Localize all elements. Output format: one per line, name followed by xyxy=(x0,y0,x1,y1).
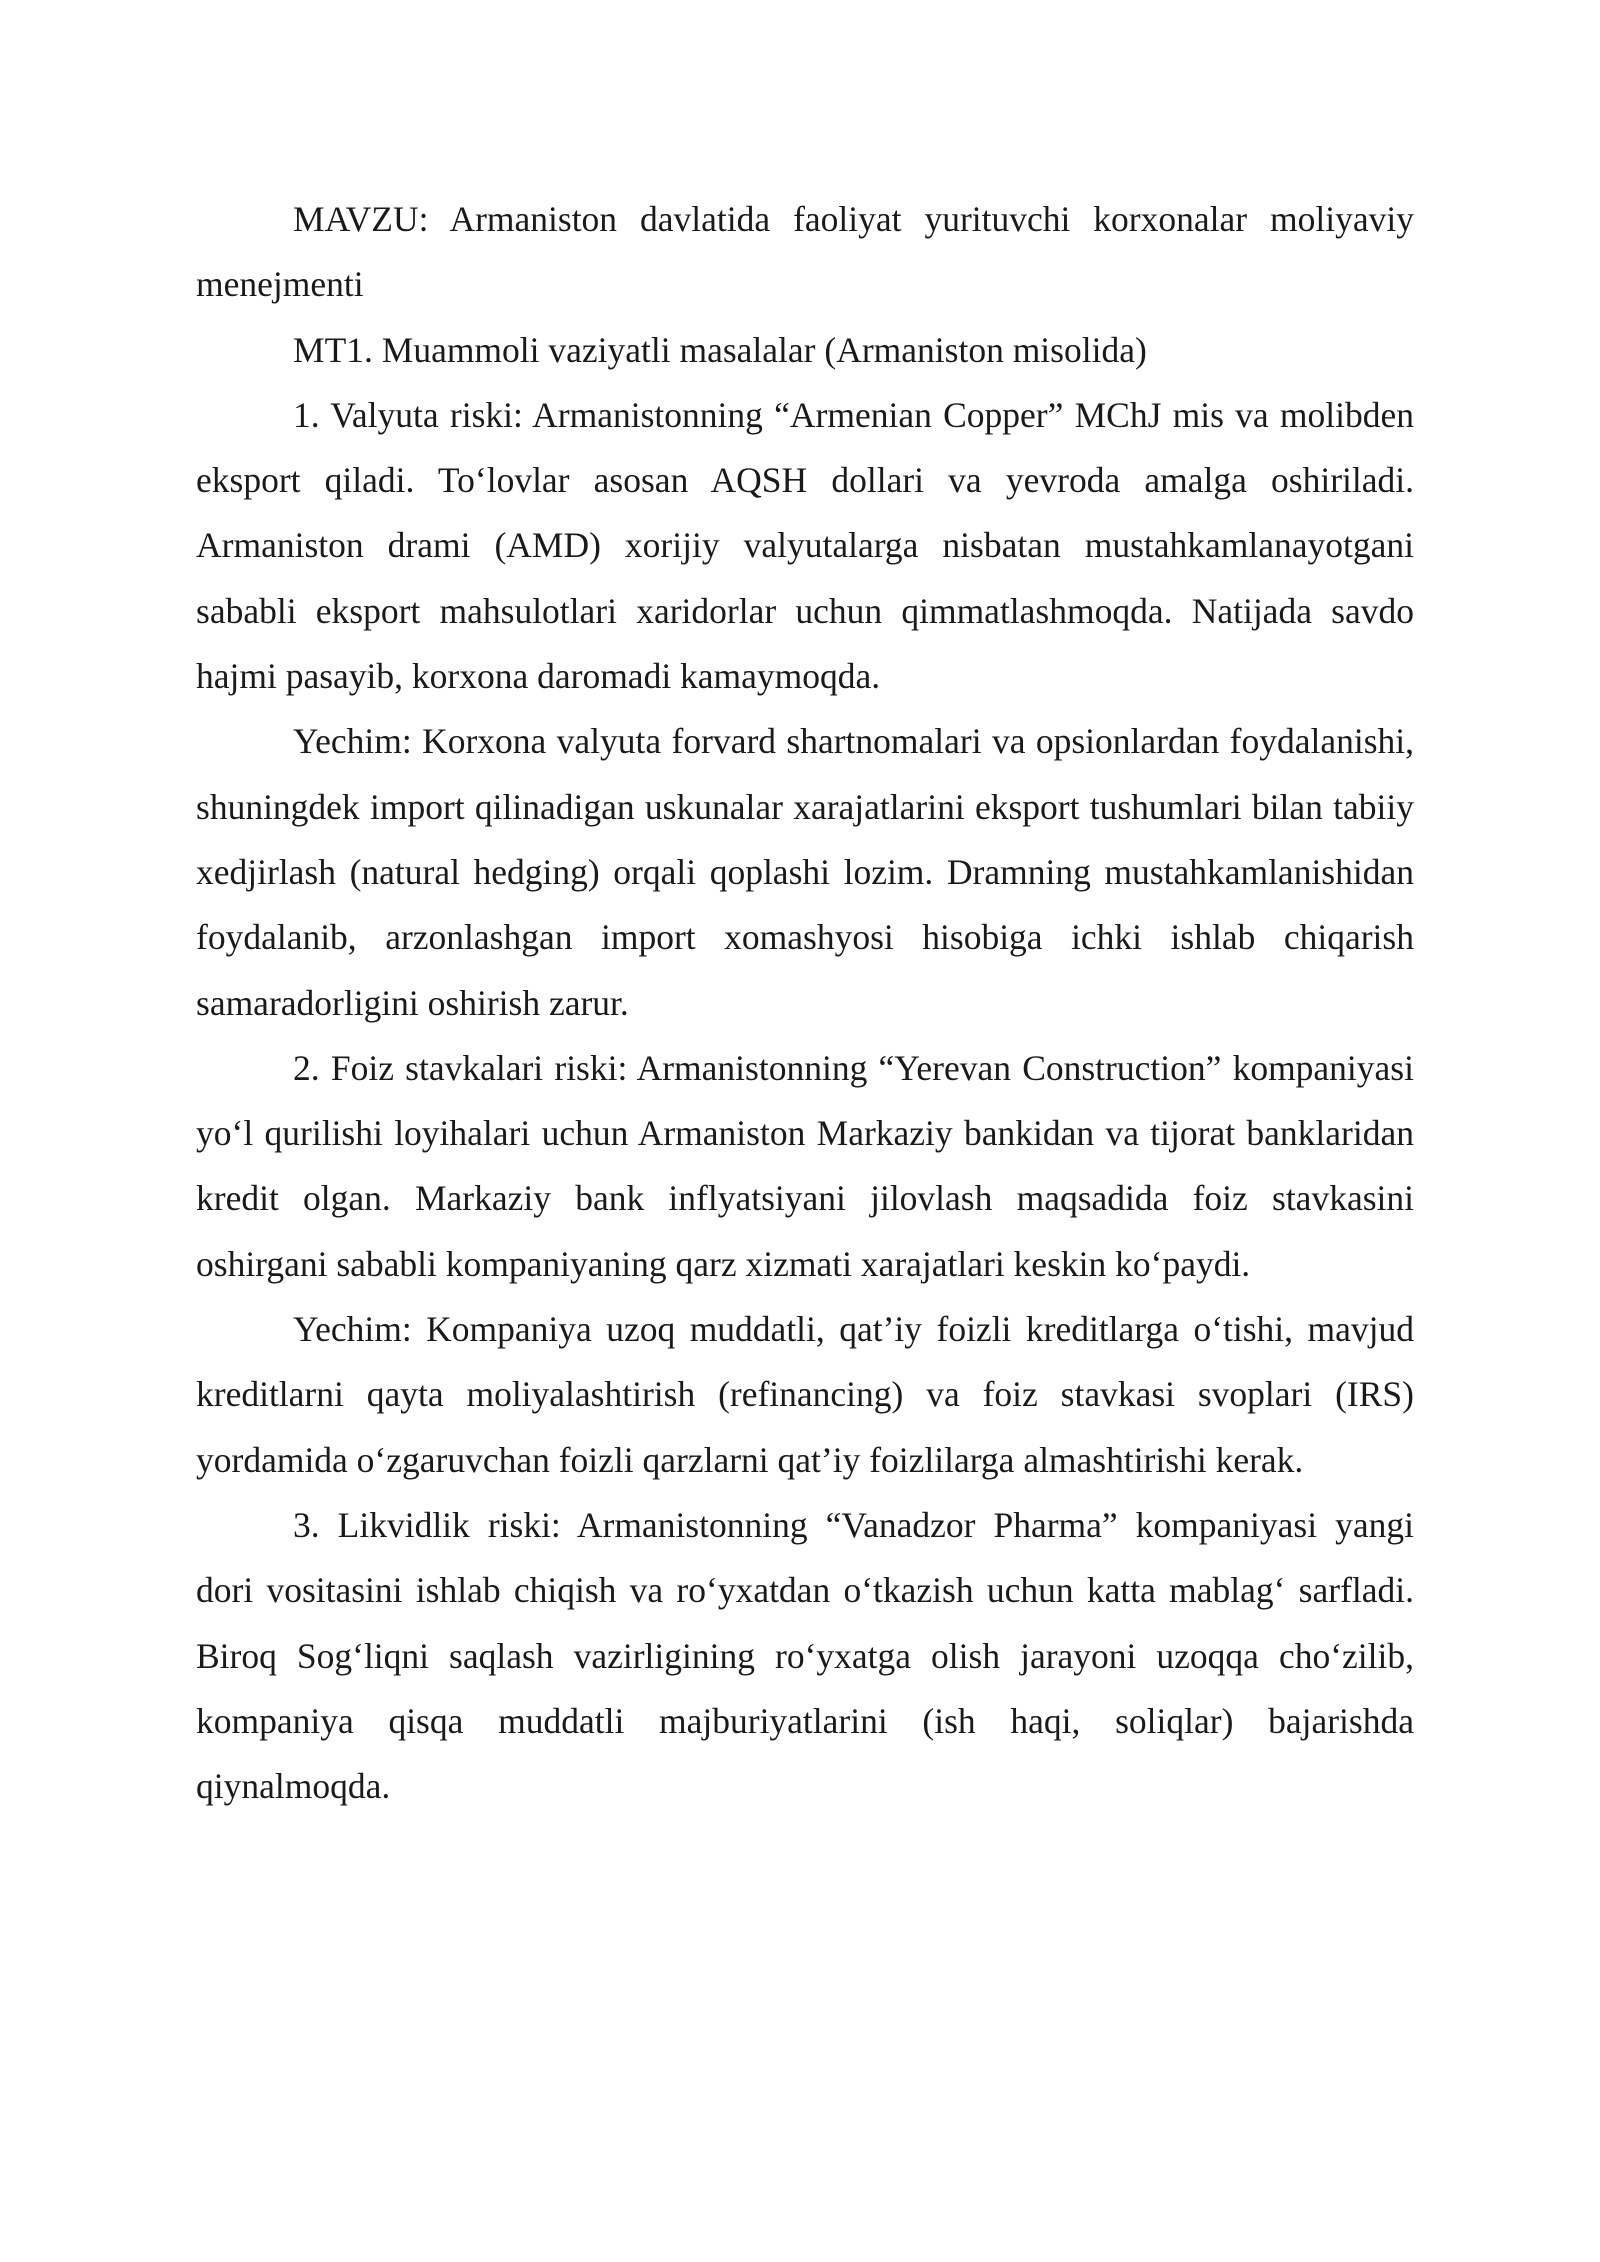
paragraph-currency-risk-solution: Yechim: Korxona valyuta forvard shartnomalari va opsionlardan foydalanishi, shuningdek import qilinadigan uskunalar xarajatlarini eksport tushumlari bilan tabiiy xedjirlash (natural hedging) orqali qoplashi lozim. Dramning mustahkamlanishidan foydalanib, arzonlashgan import xomashyosi hisobiga ichki ishlab chiqarish samaradorligini oshirish zarur. xyxy=(196,721,1414,1023)
paragraph-interest-rate-risk-solution: Yechim: Kompaniya uzoq muddatli, qat’iy foizli kreditlarga o‘tishi, mavjud kreditlarni qayta moliyalashtirish (refinancing) va foiz stavkasi svoplari (IRS) yordamida o‘zgaruvchan foizli qarzlarni qat’iy foizlilarga almashtirishi kerak. xyxy=(196,1309,1414,1480)
topic-title: MAVZU: Armaniston davlatida faoliyat yurituvchi korxonalar moliyaviy menejmenti xyxy=(196,199,1414,305)
paragraph-interest-rate-risk: 2. Foiz stavkalari riski: Armanistonning “Yerevan Construction” kompaniyasi yo‘l qurilishi loyihalari uchun Armaniston Markaziy bankidan va tijorat banklaridan kredit olgan. Markaziy bank inflyatsiyani jilovlash maqsadida foiz stavkasini oshirgani sababli kompaniyaning qarz xizmati xarajatlari keskin ko‘paydi. xyxy=(196,1047,1414,1284)
document-page xyxy=(196,187,1414,1819)
paragraph-liquidity-risk: 3. Likvidlik riski: Armanistonning “Vanadzor Pharma” kompaniyasi yangi dori vositasini ishlab chiqish va ro‘yxatdan o‘tkazish uchun katta mablag‘ sarfladi. Biroq Sog‘liqni saqlash vazirligining ro‘yxatga olish jarayoni uzoqqa cho‘zilib, kompaniya qisqa muddatli majburiyatlarini (ish haqi, soliqlar) bajarishda qiynalmoqda. xyxy=(196,1504,1414,1807)
section-heading: MT1. Muammoli vaziyatli masalalar (Armaniston misolida) xyxy=(293,329,1147,370)
paragraph-currency-risk: 1. Valyuta riski: Armanistonning “Armenian Copper” MChJ mis va molibden eksport qiladi. To‘lovlar asosan AQSH dollari va yevroda amalga oshiriladi. Armaniston drami (AMD) xorijiy valyutalarga nisbatan mustahkamlanayotgani sababli eksport mahsulotlari xaridorlar uchun qimmatlashmoqda. Natijada savdo hajmi pasayib, korxona daromadi kamaymoqda. xyxy=(196,394,1414,697)
